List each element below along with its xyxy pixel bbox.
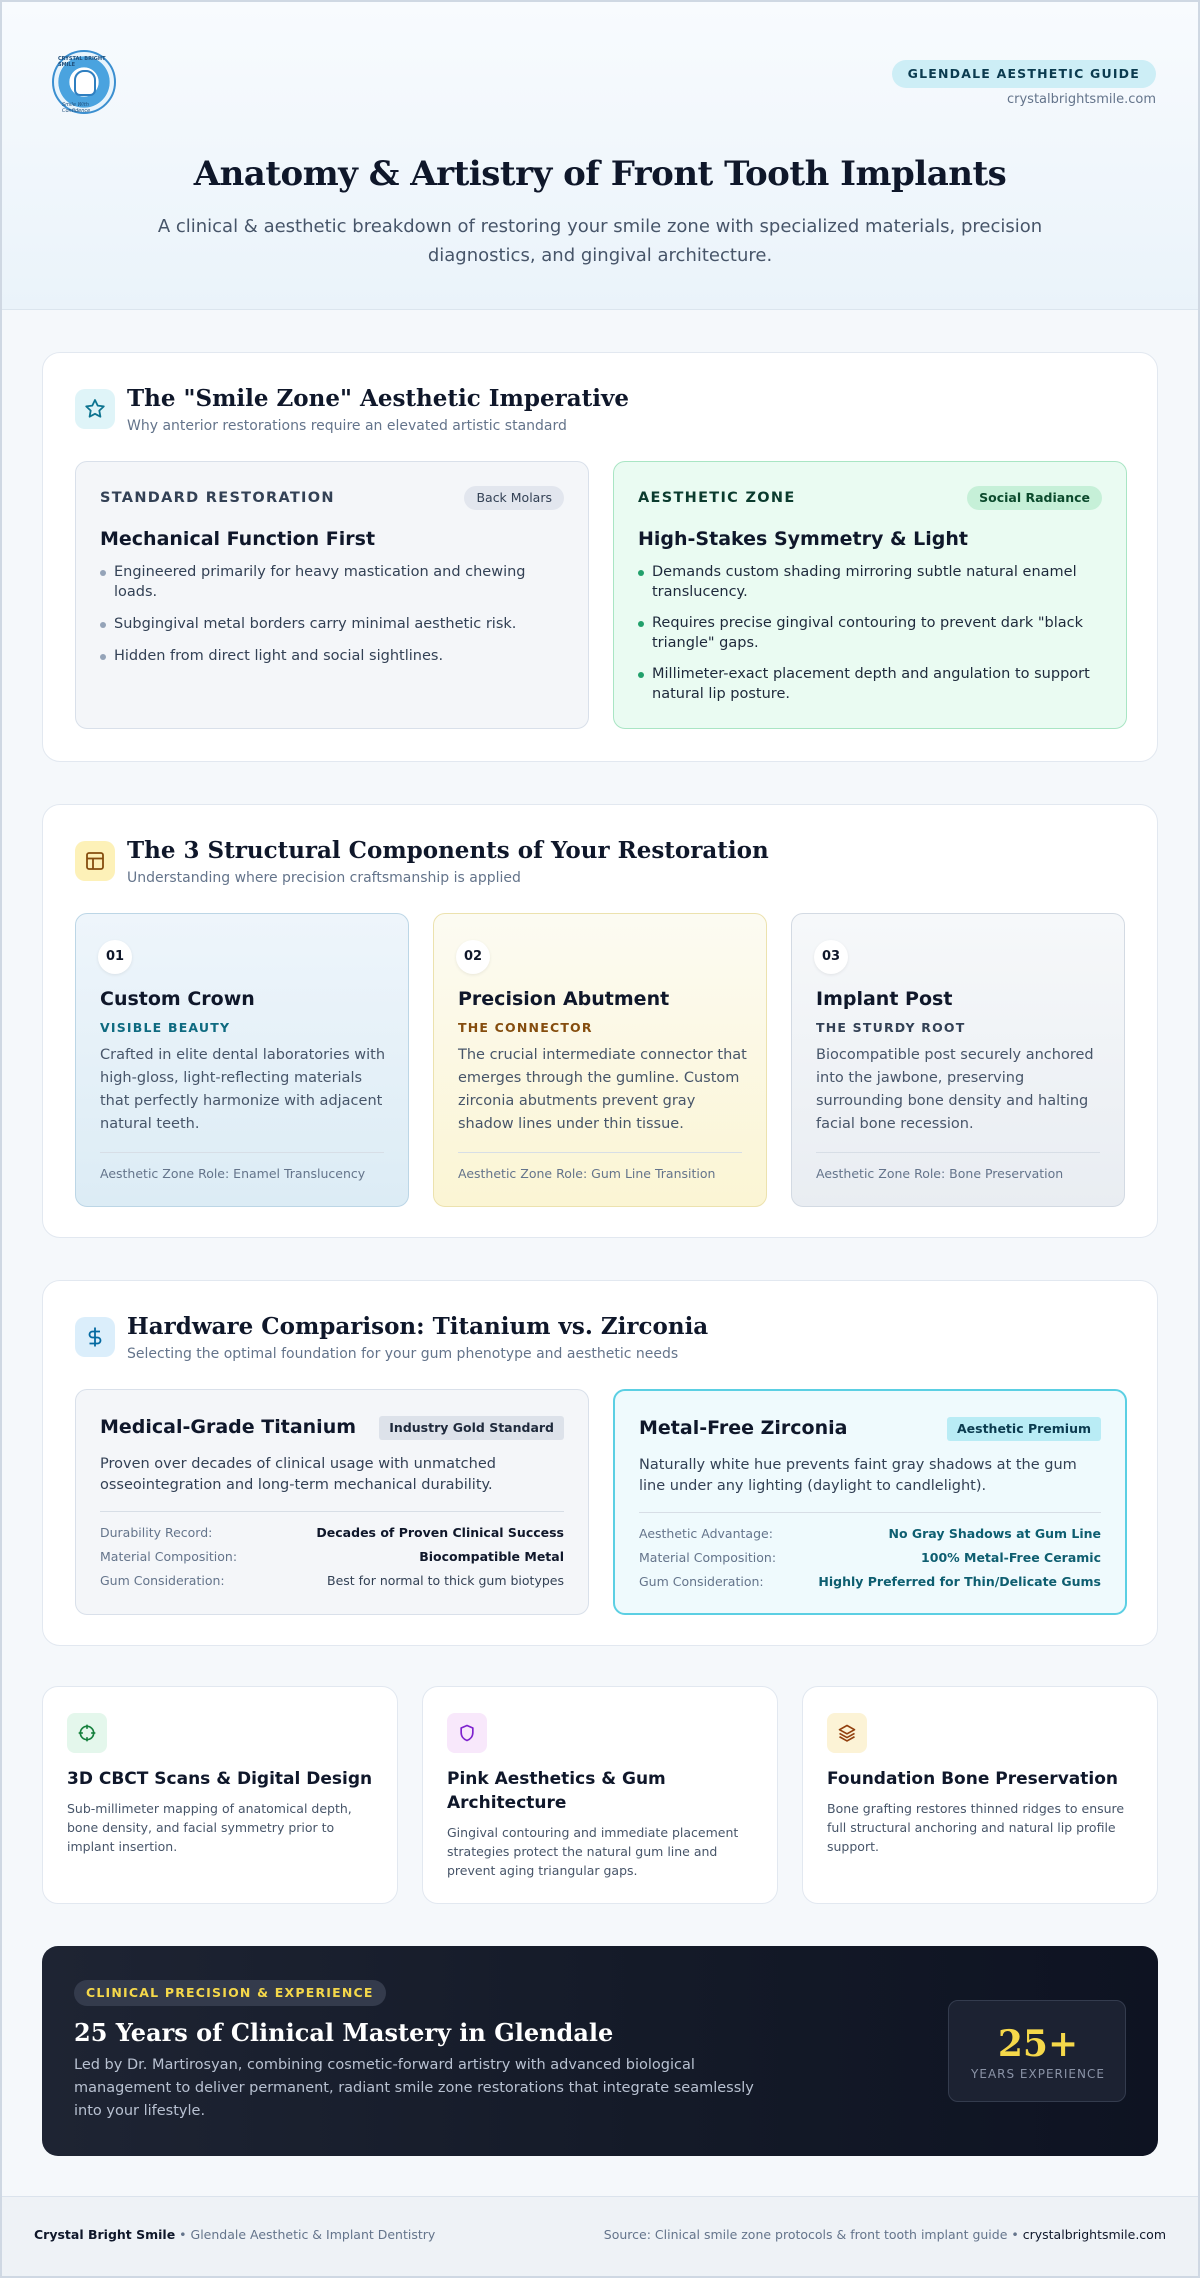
page-footer	[2, 2196, 1198, 2276]
panel-kicker: STANDARD RESTORATION	[100, 490, 335, 506]
spec-value: Best for normal to thick gum biotypes	[327, 1573, 564, 1588]
experience-stat	[948, 2000, 1126, 2102]
component-description: Crafted in elite dental laboratories with high-gloss, light-reflecting materials that perfectly harmonize with adjacent natural teeth.	[100, 1047, 386, 1132]
hardware-section	[42, 1280, 1158, 1646]
dollar-icon	[75, 1317, 115, 1357]
component-card-abutment	[433, 913, 767, 1207]
aesthetic-zone-panel	[613, 461, 1127, 729]
component-tag: VISIBLE BEAUTY	[100, 1020, 231, 1035]
hardware-description: Proven over decades of clinical usage with unmatched osseointegration and long-term mechanical durability.	[100, 1456, 496, 1493]
feature-description: Sub-millimeter mapping of anatomical depth, bone density, and facial symmetry prior to implant insertion.	[67, 1801, 352, 1854]
spec-key: Gum Consideration:	[639, 1574, 764, 1589]
step-number: 01	[98, 940, 132, 974]
list-item: Requires precise gingival contouring to prevent dark "black triangle" gaps.	[638, 613, 1104, 653]
spec-value: Biocompatible Metal	[419, 1549, 564, 1564]
smile-zone-section	[42, 352, 1158, 762]
hardware-title: Medical-Grade Titanium	[100, 1416, 357, 1438]
hardware-title: Metal-Free Zirconia	[639, 1417, 848, 1439]
zirconia-card	[613, 1389, 1127, 1615]
feature-title: Foundation Bone Preservation	[827, 1769, 1118, 1789]
divider	[100, 1152, 384, 1153]
list-item: Demands custom shading mirroring subtle natural enamel translucency.	[638, 562, 1104, 602]
banner-tag: CLINICAL PRECISION & EXPERIENCE	[74, 1980, 386, 2006]
experience-banner	[42, 1946, 1158, 2156]
panel-pill: Social Radiance	[967, 486, 1102, 510]
feature-description: Bone grafting restores thinned ridges to ensure full structural anchoring and natural lip profile support.	[827, 1801, 1125, 1854]
footer-url[interactable]: crystalbrightsmile.com	[1022, 2227, 1166, 2242]
spec-value: Decades of Proven Clinical Success	[316, 1525, 564, 1540]
spec-row	[639, 1526, 1101, 1546]
component-title: Implant Post	[816, 988, 953, 1010]
feature-card-cbct	[42, 1686, 398, 1904]
spec-value: Highly Preferred for Thin/Delicate Gums	[818, 1574, 1101, 1589]
feature-description: Gingival contouring and immediate placement strategies protect the natural gum line and prevent aging triangular gaps.	[447, 1825, 739, 1878]
component-role: Aesthetic Zone Role: Bone Preservation	[816, 1166, 1064, 1181]
component-tag: THE CONNECTOR	[458, 1020, 593, 1035]
brand-logo[interactable]	[52, 50, 116, 114]
panel-title: Mechanical Function First	[100, 528, 376, 550]
titanium-card	[75, 1389, 589, 1615]
step-number: 03	[814, 940, 848, 974]
section-subtitle: Understanding where precision craftsmanship is applied	[127, 870, 521, 886]
component-description: Biocompatible post securely anchored into the jawbone, preserving surrounding bone density and halting facial bone recession.	[816, 1047, 1094, 1132]
banner-title: 25 Years of Clinical Mastery in Glendale	[74, 2018, 614, 2047]
list-item: Subgingival metal borders carry minimal aesthetic risk.	[100, 614, 566, 634]
section-title: The "Smile Zone" Aesthetic Imperative	[127, 385, 629, 412]
component-title: Precision Abutment	[458, 988, 670, 1010]
spec-row	[100, 1549, 564, 1569]
step-number: 02	[456, 940, 490, 974]
divider	[816, 1152, 1100, 1153]
footer-brand	[34, 2227, 435, 2242]
panel-list	[638, 562, 1104, 715]
stat-value: 25+	[997, 2023, 1079, 2065]
layers-icon	[827, 1713, 867, 1753]
divider	[458, 1152, 742, 1153]
component-card-crown	[75, 913, 409, 1207]
list-item: Hidden from direct light and social sightlines.	[100, 646, 566, 666]
spec-key: Material Composition:	[100, 1549, 238, 1564]
section-title: The 3 Structural Components of Your Restoration	[127, 837, 769, 864]
footer-source-text: Source: Clinical smile zone protocols & front tooth implant guide •	[603, 2227, 1023, 2242]
footer-source	[604, 2227, 1166, 2242]
spec-key: Gum Consideration:	[100, 1573, 225, 1588]
section-subtitle: Selecting the optimal foundation for your gum phenotype and aesthetic needs	[127, 1346, 679, 1362]
spec-key: Aesthetic Advantage:	[639, 1526, 773, 1541]
hardware-pill: Industry Gold Standard	[379, 1416, 564, 1440]
divider	[100, 1511, 564, 1512]
list-item: Millimeter-exact placement depth and angulation to support natural lip posture.	[638, 664, 1104, 704]
layout-icon	[75, 841, 115, 881]
hardware-pill: Aesthetic Premium	[947, 1417, 1101, 1441]
standard-restoration-panel	[75, 461, 589, 729]
spec-value: No Gray Shadows at Gum Line	[888, 1526, 1101, 1541]
shield-icon	[447, 1713, 487, 1753]
spec-row	[100, 1525, 564, 1545]
components-section	[42, 804, 1158, 1238]
logo-text-bottom: Smile With Confidence	[62, 102, 91, 114]
guide-badge: GLENDALE AESTHETIC GUIDE	[892, 60, 1156, 88]
spec-key: Material Composition:	[639, 1550, 777, 1565]
feature-title: Pink Aesthetics & Gum Architecture	[447, 1769, 666, 1813]
tooth-icon	[74, 70, 96, 96]
footer-brand-name: Crystal Bright Smile	[34, 2227, 176, 2242]
hardware-description: Naturally white hue prevents faint gray shadows at the gum line under any lighting (daylight to candlelight).	[639, 1457, 1077, 1494]
section-subtitle: Why anterior restorations require an elevated artistic standard	[127, 418, 567, 434]
panel-title: High-Stakes Symmetry & Light	[638, 528, 968, 550]
spec-row	[639, 1550, 1101, 1570]
list-item: Engineered primarily for heavy mastication and chewing loads.	[100, 562, 566, 602]
feature-title: 3D CBCT Scans & Digital Design	[67, 1769, 373, 1789]
page-subtitle: A clinical & aesthetic breakdown of restoring your smile zone with specialized materials, precision diagnostics, and gingival architecture.	[157, 216, 1043, 266]
footer-brand-tagline: • Glendale Aesthetic & Implant Dentistry	[175, 2227, 436, 2242]
spec-value: 100% Metal-Free Ceramic	[921, 1550, 1101, 1565]
crosshair-icon	[67, 1713, 107, 1753]
component-role: Aesthetic Zone Role: Gum Line Transition	[458, 1166, 716, 1181]
site-url[interactable]: crystalbrightsmile.com	[1007, 92, 1156, 107]
feature-card-pink-aesthetics	[422, 1686, 778, 1904]
panel-kicker: AESTHETIC ZONE	[638, 490, 796, 506]
page-title: Anatomy & Artistry of Front Tooth Implants	[193, 154, 1007, 194]
star-icon	[75, 389, 115, 429]
feature-card-bone-preservation	[802, 1686, 1158, 1904]
divider	[639, 1512, 1101, 1513]
logo-text-top: CRYSTAL BRIGHT SMILE	[58, 56, 106, 68]
stat-label: YEARS EXPERIENCE	[971, 2067, 1105, 2081]
component-description: The crucial intermediate connector that emerges through the gumline. Custom zirconia abutments prevent gray shadow lines under thin tissue.	[458, 1047, 747, 1132]
component-title: Custom Crown	[100, 988, 255, 1010]
banner-description: Led by Dr. Martirosyan, combining cosmetic-forward artistry with advanced biological management to deliver permanent, radiant smile zone restorations that integrate seamlessly into your lifestyle.	[74, 2057, 754, 2119]
spec-row	[639, 1574, 1101, 1594]
component-tag: THE STURDY ROOT	[816, 1020, 966, 1035]
panel-pill: Back Molars	[464, 486, 564, 510]
component-card-post	[791, 913, 1125, 1207]
panel-list	[100, 562, 566, 678]
page-header	[2, 2, 1198, 310]
component-role: Aesthetic Zone Role: Enamel Translucency	[100, 1166, 366, 1181]
spec-row	[100, 1573, 564, 1593]
section-title: Hardware Comparison: Titanium vs. Zirconia	[127, 1313, 709, 1340]
spec-key: Durability Record:	[100, 1525, 213, 1540]
